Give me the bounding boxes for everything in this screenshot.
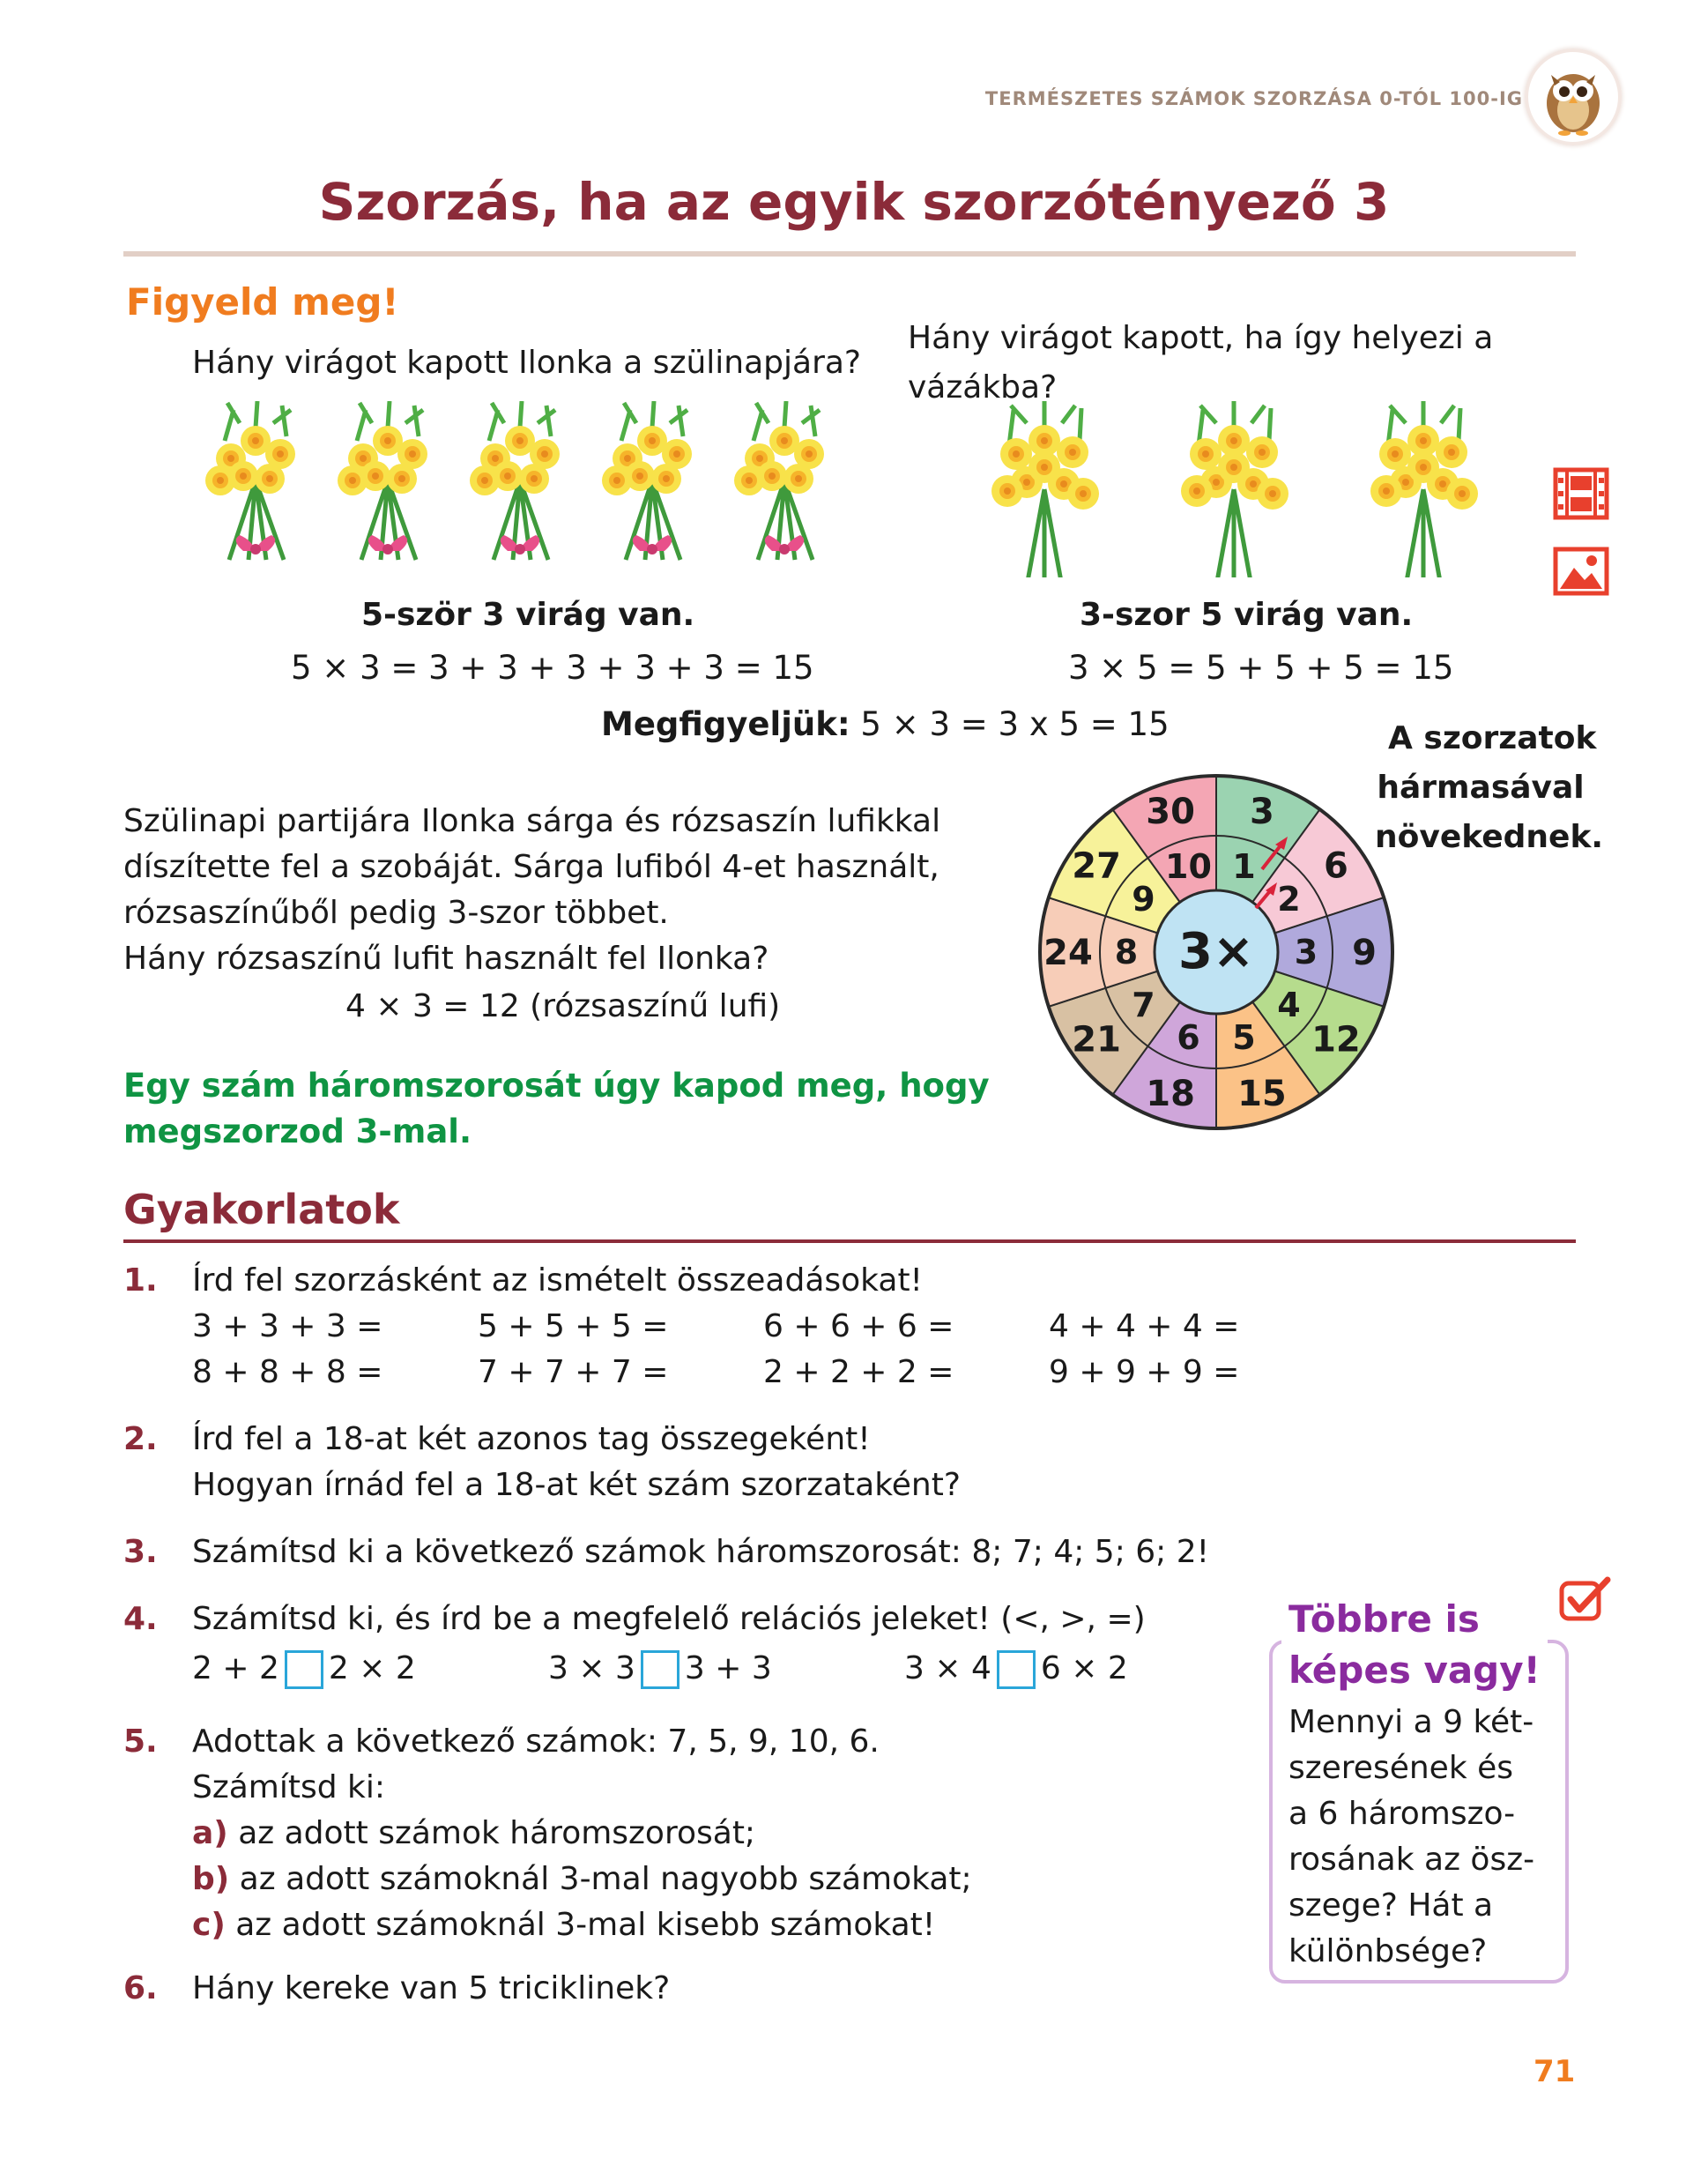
wheel-outer-3: 3 bbox=[1249, 792, 1274, 833]
ex6-text: Hány kereke van 5 triciklinek? bbox=[192, 1970, 671, 2006]
equation-left: 5 × 3 = 3 + 3 + 3 + 3 + 3 = 15 bbox=[291, 649, 814, 687]
vase-bouquet-2 bbox=[1181, 401, 1288, 577]
wheel-inner-1: 1 bbox=[1232, 846, 1256, 886]
bonus-line-4: rosának az ösz- bbox=[1288, 1842, 1535, 1878]
bonus-title-line2: képes vagy! bbox=[1288, 1649, 1541, 1692]
wheel-center-label: 3× bbox=[1178, 923, 1254, 980]
owl-logo-icon bbox=[1525, 48, 1622, 145]
story-line3: rózsaszínűből pedig 3-szor többet. bbox=[123, 895, 669, 931]
bouquet-1 bbox=[205, 401, 295, 560]
bonus-text bbox=[1288, 1700, 1534, 1975]
wheel-outer-27: 27 bbox=[1072, 845, 1121, 887]
ex5-c-label: c) bbox=[192, 1907, 226, 1943]
ex1-r1-c3: 6 + 6 + 6 = bbox=[763, 1308, 954, 1344]
story-line2: díszítette fel a szobáját. Sárga lufiból 4-et használt, bbox=[123, 849, 939, 885]
rule-line2: megszorzod 3-mal. bbox=[123, 1113, 472, 1150]
ex1-r1-c1: 3 + 3 + 3 = bbox=[192, 1308, 383, 1344]
ex5-line1: Adottak a következő számok: 7, 5, 9, 10, 6. bbox=[192, 1723, 880, 1760]
ex5-c-text: az adott számoknál 3-mal kisebb számokat! bbox=[225, 1907, 936, 1943]
wheel-inner-7: 7 bbox=[1132, 985, 1155, 1024]
ex4-pair1-left: 2 + 2 bbox=[192, 1650, 279, 1686]
wheel-inner-3: 3 bbox=[1294, 933, 1318, 971]
vase-bouquet-3 bbox=[1370, 401, 1478, 577]
wheel-inner-4: 4 bbox=[1277, 985, 1301, 1024]
observe-label: Megfigyeljük: bbox=[601, 705, 850, 743]
bonus-title bbox=[1281, 1594, 1548, 1696]
ex1-text: Írd fel szorzásként az ismételt összeadásokat! bbox=[192, 1262, 923, 1299]
running-head: TERMÉSZETES SZÁMOK SZORZÁSA 0-TÓL 100-IG bbox=[984, 88, 1523, 109]
exercises-divider bbox=[123, 1239, 1576, 1243]
ex5-sub-b bbox=[192, 1861, 972, 1897]
page-title: Szorzás, ha az egyik szorzótényező 3 bbox=[318, 172, 1390, 232]
wheel-outer-21: 21 bbox=[1072, 1019, 1121, 1061]
ex4-pair2-right: 3 + 3 bbox=[684, 1650, 772, 1686]
wheel-inner-6: 6 bbox=[1177, 1018, 1200, 1058]
bonus-line-1: Mennyi a 9 két- bbox=[1288, 1704, 1534, 1740]
caption-left: 5-ször 3 virág van. bbox=[361, 597, 695, 633]
observe-heading: Figyeld meg! bbox=[126, 280, 399, 324]
ex4-pair-3 bbox=[904, 1650, 1128, 1689]
bonus-line-3: a 6 háromszo- bbox=[1288, 1796, 1516, 1832]
bonus-line-6: különbsége? bbox=[1288, 1933, 1488, 1969]
question-left: Hány virágot kapott Ilonka a szülinapjára? bbox=[192, 345, 862, 381]
wheel-outer-24: 24 bbox=[1043, 933, 1093, 973]
ex4-pair1-right: 2 × 2 bbox=[328, 1650, 416, 1686]
wheel-outer-9: 9 bbox=[1352, 933, 1377, 973]
ex5-a-label: a) bbox=[192, 1815, 228, 1851]
ex1-r2-c2: 7 + 7 + 7 = bbox=[478, 1354, 669, 1390]
question-right-line1: Hány virágot kapott, ha így helyezi a bbox=[908, 320, 1494, 356]
question-right-line2: vázákba? bbox=[908, 369, 1058, 406]
ex4-pair3-left: 3 × 4 bbox=[904, 1650, 991, 1686]
ex2-line1: Írd fel a 18-at két azonos tag összegeként! bbox=[192, 1421, 871, 1457]
ex4-number: 4. bbox=[123, 1601, 158, 1637]
observe-line bbox=[601, 705, 1170, 743]
wheel-outer-6: 6 bbox=[1323, 845, 1348, 887]
bouquets-5x3-illustration bbox=[185, 401, 873, 569]
story-line1: Szülinapi partijára Ilonka sárga és rózsaszín lufikkal bbox=[123, 803, 941, 839]
bouquet-5 bbox=[734, 401, 824, 560]
wheel-note-line3: növekednek. bbox=[1375, 819, 1604, 855]
bouquet-4 bbox=[602, 401, 692, 560]
ex1-r2-c1: 8 + 8 + 8 = bbox=[192, 1354, 383, 1390]
wheel-note-line1: A szorzatok bbox=[1388, 720, 1597, 756]
bouquet-3 bbox=[470, 401, 560, 560]
bouquets-3x5-illustration bbox=[969, 401, 1481, 577]
wheel-outer-30: 30 bbox=[1146, 792, 1195, 833]
video-film-icon[interactable] bbox=[1553, 467, 1609, 520]
ex5-sub-c bbox=[192, 1907, 935, 1943]
page-number: 71 bbox=[1533, 2054, 1576, 2089]
wheel-inner-5: 5 bbox=[1232, 1018, 1256, 1058]
image-gallery-icon[interactable] bbox=[1553, 547, 1609, 596]
story-line4: Hány rózsaszínű lufit használt fel Ilonka? bbox=[123, 941, 769, 977]
rule-line1: Egy szám háromszorosát úgy kapod meg, hogy bbox=[123, 1067, 990, 1105]
wheel-inner-8: 8 bbox=[1114, 933, 1139, 971]
caption-right: 3-szor 5 virág van. bbox=[1080, 597, 1414, 633]
ex4-pair2-answer-box[interactable] bbox=[641, 1650, 679, 1689]
wheel-outer-15: 15 bbox=[1237, 1073, 1287, 1114]
times-three-wheel bbox=[1031, 767, 1401, 1137]
ex2-number: 2. bbox=[123, 1421, 158, 1457]
wheel-inner-2: 2 bbox=[1277, 880, 1301, 919]
wheel-inner-10: 10 bbox=[1165, 846, 1212, 886]
ex5-line2: Számítsd ki: bbox=[192, 1769, 386, 1805]
ex1-r1-c2: 5 + 5 + 5 = bbox=[478, 1308, 669, 1344]
bonus-line-2: szeresének és bbox=[1288, 1750, 1514, 1786]
ex5-a-text: az adott számok háromszorosát; bbox=[227, 1815, 756, 1851]
ex5-b-text: az adott számoknál 3-mal nagyobb számokat; bbox=[229, 1861, 972, 1897]
ex6-number: 6. bbox=[123, 1970, 158, 2006]
ex1-r2-c4: 9 + 9 + 9 = bbox=[1049, 1354, 1240, 1390]
ex3-text: Számítsd ki a következő számok háromszorosát: 8; 7; 4; 5; 6; 2! bbox=[192, 1534, 1210, 1570]
wheel-inner-9: 9 bbox=[1132, 880, 1155, 919]
ex2-line2: Hogyan írnád fel a 18-at két szám szorzataként? bbox=[192, 1467, 961, 1503]
ex4-text: Számítsd ki, és írd be a megfelelő relációs jeleket! (<, >, =) bbox=[192, 1601, 1146, 1637]
ex4-pair-1 bbox=[192, 1650, 416, 1689]
bonus-title-line1: Többre is bbox=[1288, 1597, 1480, 1641]
checkbox-check-icon bbox=[1558, 1574, 1615, 1624]
exercises-heading: Gyakorlatok bbox=[123, 1186, 400, 1233]
ex5-b-label: b) bbox=[192, 1861, 230, 1897]
ex1-number: 1. bbox=[123, 1262, 158, 1299]
ex1-r1-c4: 4 + 4 + 4 = bbox=[1049, 1308, 1240, 1344]
ex4-pair1-answer-box[interactable] bbox=[285, 1650, 323, 1689]
wheel-outer-18: 18 bbox=[1146, 1073, 1195, 1114]
ex4-pair-2 bbox=[548, 1650, 772, 1689]
story-answer: 4 × 3 = 12 (rózsaszínű lufi) bbox=[345, 988, 781, 1024]
vase-bouquet-1 bbox=[991, 401, 1099, 577]
title-divider bbox=[123, 251, 1576, 257]
ex4-pair2-left: 3 × 3 bbox=[548, 1650, 635, 1686]
ex1-r2-c3: 2 + 2 + 2 = bbox=[763, 1354, 954, 1390]
ex4-pair3-right: 6 × 2 bbox=[1040, 1650, 1128, 1686]
equation-right: 3 × 5 = 5 + 5 + 5 = 15 bbox=[1068, 649, 1454, 687]
ex4-pair3-answer-box[interactable] bbox=[997, 1650, 1036, 1689]
wheel-outer-12: 12 bbox=[1311, 1019, 1361, 1061]
observe-equation: 5 × 3 = 3 x 5 = 15 bbox=[850, 705, 1170, 743]
bonus-line-5: szege? Hát a bbox=[1288, 1887, 1494, 1924]
ex5-sub-a bbox=[192, 1815, 755, 1851]
bouquet-2 bbox=[338, 401, 427, 560]
ex5-number: 5. bbox=[123, 1723, 158, 1760]
ex3-number: 3. bbox=[123, 1534, 158, 1570]
wheel-note-line2: hármasával bbox=[1377, 770, 1585, 806]
